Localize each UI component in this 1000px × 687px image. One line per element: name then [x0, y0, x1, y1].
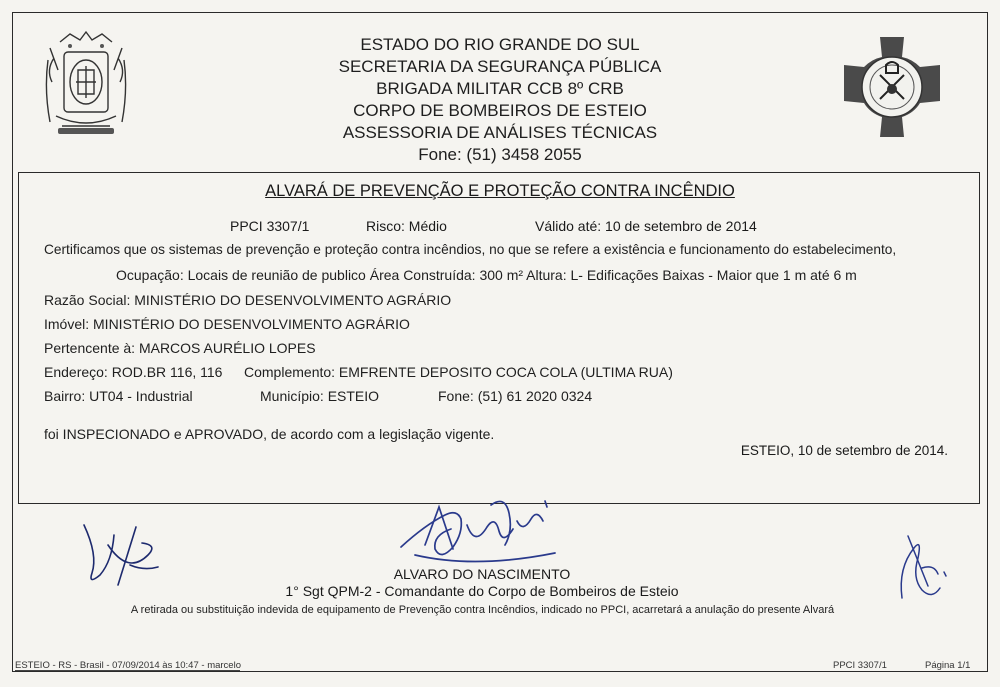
header-line-secretariat: SECRETARIA DA SEGURANÇA PÚBLICA	[338, 57, 662, 76]
header-line-fire-corps: CORPO DE BOMBEIROS DE ESTEIO	[353, 101, 647, 120]
risk-level: Risco: Médio	[366, 218, 447, 234]
intro-text: Certificamos que os sistemas de prevenção e proteção contra incêndios, no que se refere a existência e funcionamento do estabelecimento,	[44, 242, 897, 257]
header-line-brigade: BRIGADA MILITAR CCB 8º CRB	[376, 79, 624, 98]
ppci-number: PPCI 3307/1	[230, 218, 310, 234]
header-line-state: ESTADO DO RIO GRANDE DO SUL	[360, 35, 640, 54]
establishment-phone: Fone: (51) 61 2020 0324	[438, 388, 593, 404]
owner-name: Pertencente à: MARCOS AURÉLIO LOPES	[44, 340, 316, 356]
signatory-name: ALVARO DO NASCIMENTO	[393, 566, 571, 582]
municipality: Município: ESTEIO	[260, 388, 380, 404]
rio-grande-do-sul-coat-of-arms-icon	[40, 30, 132, 150]
legal-notice: A retirada ou substituição indevida de equipamento de Prevenção contra Incêndios, indicado no PPCI, acarretará a anulação do presente Alvará	[130, 604, 835, 616]
certificate-title: ALVARÁ DE PREVENÇÃO E PROTEÇÃO CONTRA INCÊNDIO	[265, 182, 735, 200]
valid-until: Válido até: 10 de setembro de 2014	[535, 218, 757, 234]
footer-ppci: PPCI 3307/1	[833, 660, 887, 671]
issue-place-date: ESTEIO, 10 de setembro de 2014.	[740, 443, 948, 458]
commander-signature	[395, 485, 565, 575]
occupancy-text: Ocupação: Locais de reunião de publico Área Construída: 300 m² Altura: L- Edificações Baixas - Maior que 1 m até 6 m	[116, 267, 857, 283]
footer-print-info: ESTEIO - RS - Brasil - 07/09/2014 às 10:47 - marcelo	[15, 660, 241, 671]
header-line-phone: Fone: (51) 3458 2055	[418, 145, 582, 164]
header-line-assessoria: ASSESSORIA DE ANÁLISES TÉCNICAS	[342, 123, 658, 142]
property-name: Imóvel: MINISTÉRIO DO DESENVOLVIMENTO AGRÁRIO	[44, 316, 410, 332]
address: Endereço: ROD.BR 116, 116	[44, 364, 223, 380]
inspection-result: foi INSPECIONADO e APROVADO, de acordo com a legislação vigente.	[44, 426, 495, 442]
fire-brigade-emblem-icon	[840, 35, 944, 139]
neighborhood: Bairro: UT04 - Industrial	[44, 388, 193, 404]
footer-page-number: Página 1/1	[925, 660, 971, 671]
address-complement: Complemento: EMFRENTE DEPOSITO COCA COLA (ULTIMA RUA)	[244, 364, 673, 380]
signatory-role: 1° Sgt QPM-2 - Comandante do Corpo de Bombeiros de Esteio	[285, 583, 679, 599]
issuer-header	[200, 34, 800, 166]
company-name: Razão Social: MINISTÉRIO DO DESENVOLVIMENTO AGRÁRIO	[44, 292, 452, 308]
